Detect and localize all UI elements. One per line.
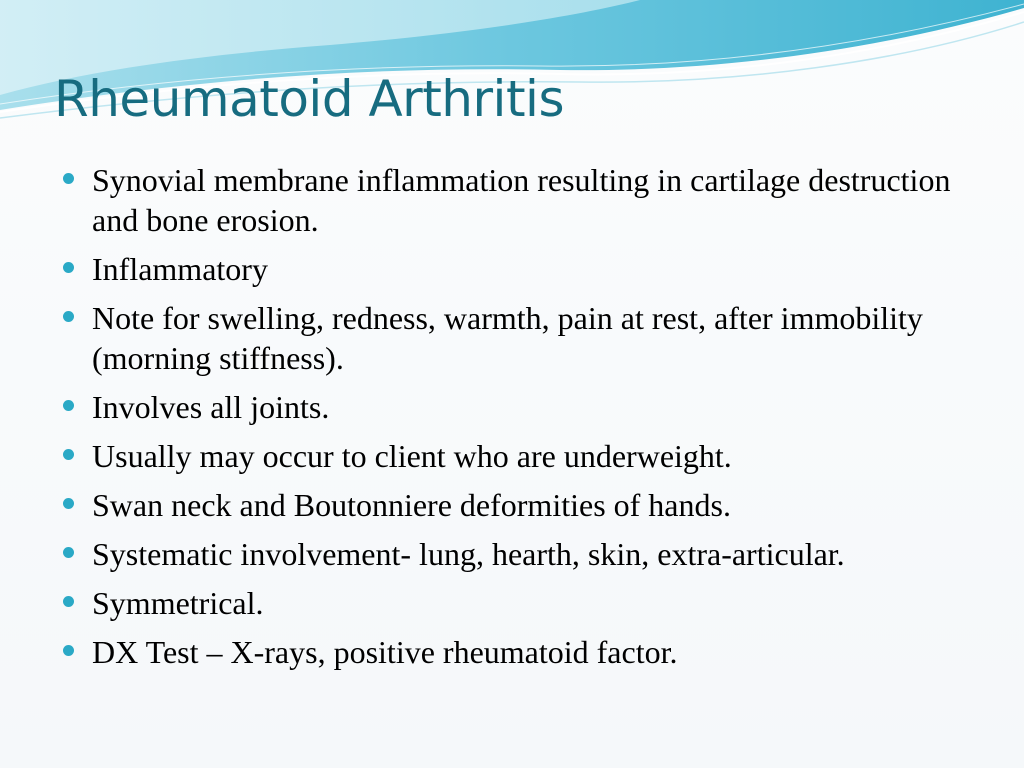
bullet-text: Note for swelling, redness, warmth, pain at rest, after immobility (morning stiffness). bbox=[92, 300, 923, 376]
bullet-item bbox=[62, 436, 982, 476]
bullet-item bbox=[62, 534, 982, 574]
bullet-text: Involves all joints. bbox=[92, 389, 330, 425]
bullet-text: Inflammatory bbox=[92, 251, 268, 287]
bullet-text: DX Test – X-rays, positive rheumatoid factor. bbox=[92, 634, 678, 670]
slide-title: Rheumatoid Arthritis bbox=[54, 70, 564, 128]
bullet-dot-icon bbox=[63, 449, 74, 460]
bullet-dot-icon bbox=[63, 498, 74, 509]
bullet-list bbox=[62, 160, 982, 681]
bullet-dot-icon bbox=[63, 311, 74, 322]
bullet-text: Systematic involvement- lung, hearth, skin, extra-articular. bbox=[92, 536, 845, 572]
bullet-item bbox=[62, 249, 982, 289]
bullet-item bbox=[62, 583, 982, 623]
bullet-dot-icon bbox=[63, 262, 74, 273]
bullet-dot-icon bbox=[63, 173, 74, 184]
bullet-dot-icon bbox=[63, 645, 74, 656]
bullet-item bbox=[62, 387, 982, 427]
bullet-item bbox=[62, 485, 982, 525]
bullet-item bbox=[62, 160, 982, 240]
bullet-text: Usually may occur to client who are underweight. bbox=[92, 438, 732, 474]
bullet-text: Swan neck and Boutonniere deformities of hands. bbox=[92, 487, 731, 523]
bullet-text: Synovial membrane inflammation resulting in cartilage destruction and bone erosion. bbox=[92, 162, 951, 238]
bullet-item bbox=[62, 632, 982, 672]
bullet-text: Symmetrical. bbox=[92, 585, 264, 621]
bullet-dot-icon bbox=[63, 596, 74, 607]
bullet-dot-icon bbox=[63, 400, 74, 411]
bullet-item bbox=[62, 298, 982, 378]
bullet-dot-icon bbox=[63, 547, 74, 558]
